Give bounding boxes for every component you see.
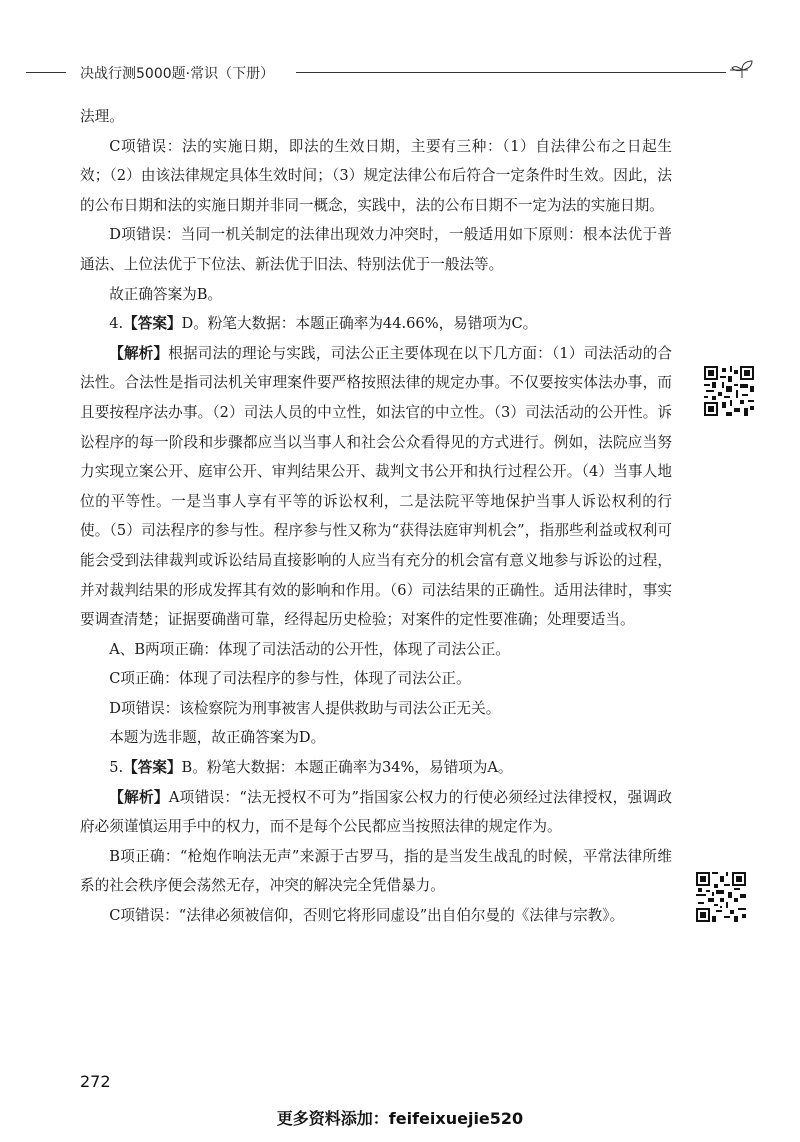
- option-explanation: D项错误：该检察院为刑事被害人提供救助与司法公正无关。: [109, 699, 501, 717]
- paragraph: 故正确答案为B。: [109, 285, 223, 303]
- option-explanation: B项正确：“枪炮作响法无声”来源于古罗马，指的是当发生战乱的时候，平常法律所维系的社会秩序便会荡然无存，冲突的解决完全凭借暴力。: [80, 847, 672, 895]
- paragraph: C项错误：法的实施日期，即法的生效日期，主要有三种：（1）自法律公布之日起生效；（2）由该法律规定具体生效时间；（3）规定法律公布后符合一定条件时生效。因此，法的公布日期和法的实施日期并非同一概念，实践中，法的公布日期不一定为法的实施日期。: [80, 137, 672, 214]
- option-explanation: C项错误：“法律必须被信仰，否则它将形同虚设”出自伯尔曼的《法律与宗教》。: [109, 907, 625, 925]
- option-explanation: A、B两项正确：体现了司法活动的公开性，体现了司法公正。: [109, 640, 510, 658]
- question-5-analysis: [80, 783, 672, 842]
- analysis-tag: 【解析】: [109, 344, 169, 362]
- paragraph: 法理。: [80, 108, 124, 125]
- answer-tag: 【答案】: [123, 759, 182, 777]
- sprout-icon: [728, 58, 758, 84]
- question-number: 5.: [109, 759, 124, 777]
- header-rule-right: [296, 72, 726, 73]
- analysis-text: A项错误：“法无授权不可为”指国家公权力的行使必须经过法律授权，强调政府必须谨慎运用手中的权力，而不是每个公民都应当按照法律的规定作为。: [80, 788, 672, 836]
- analysis-text: 根据司法的理论与实践，司法公正主要体现在以下几方面：（1）司法活动的合法性。合法性是指司法机关审理案件要严格按照法律的规定办事。不仅要按实体法办事，而且要按程序法办事。（2）司法人员的中立性，如法官的中立性。（3）司法活动的公开性。诉讼程序的每一阶段和步骤都应当以当事人和社会公众看得见的方式进行。例如，法院应当努力实现立案公开、庭审公开、审判结果公开、裁判文书公开和执行过程公开。（4）当事人地位的平等性。一是当事人享有平等的诉讼权利，二是法院平等地保护当事人诉讼权利的行使。（5）司法程序的参与性。程序参与性又称为“获得法庭审判机会”，指那些利益或权利可能会受到法律裁判或诉讼结局直接影响的人应当有充分的机会富有意义地参与诉讼的过程，并对裁判结果的形成发挥其有效的影响和作用。（6）司法结果的正确性。适用法律时，事实要调查清楚；证据要确凿可靠，经得起历史检验；对案件的定性要准确；处理要适当。: [80, 344, 672, 629]
- page-header: [0, 58, 800, 88]
- question-5-answer: [80, 753, 672, 783]
- answer-text: B。粉笔大数据：本题正确率为34%，易错项为A。: [181, 759, 513, 777]
- option-explanation: C项正确：体现了司法程序的参与性，体现了司法公正。: [109, 670, 471, 688]
- qr-code-icon[interactable]: [704, 366, 754, 416]
- conclusion: 本题为选非题，故正确答案为D。: [109, 729, 326, 747]
- question-4-answer: [80, 309, 672, 339]
- question-number: 4.: [109, 315, 124, 333]
- paragraph: D项错误：当同一机关制定的法律出现效力冲突时，一般适用如下原则：根本法优于普通法、上位法优于下位法、新法优于旧法、特别法优于一般法等。: [80, 226, 672, 273]
- analysis-tag: 【解析】: [109, 788, 169, 806]
- answer-tag: 【答案】: [123, 315, 182, 333]
- qr-code-icon[interactable]: [696, 872, 746, 922]
- question-4-analysis: [80, 339, 672, 635]
- book-title: 决战行测5000题·常识（下册）: [80, 66, 275, 82]
- answer-text: D。粉笔大数据：本题正确率为44.66%，易错项为C。: [181, 315, 538, 333]
- page-body: [80, 102, 672, 931]
- footer-note: 更多资料添加：feifeixuejie520: [276, 1109, 524, 1128]
- page-number: 272: [80, 1072, 111, 1091]
- header-rule-left: [26, 72, 66, 73]
